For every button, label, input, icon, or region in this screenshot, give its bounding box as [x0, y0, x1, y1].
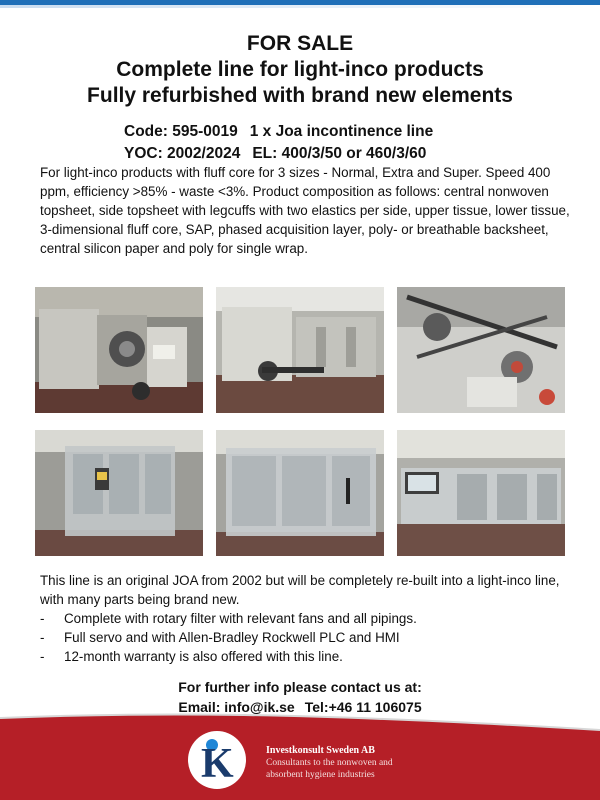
electrical-spec: EL: 400/3/50 or 460/3/60 [252, 145, 427, 162]
headline [0, 31, 600, 109]
contact-block [0, 677, 600, 717]
details-section [40, 571, 570, 666]
headline-for-sale: FOR SALE [246, 32, 354, 55]
bullet-marker: - [40, 630, 45, 645]
list-item: - Complete with rotary filter with relevant fans and all pipings. [40, 611, 417, 626]
code-block [124, 121, 433, 165]
contact-intro: For further info please contact us at: [178, 679, 422, 695]
machine-photo-1 [35, 287, 203, 413]
list-item: - Full servo and with Allen-Bradley Rockwell PLC and HMI [40, 630, 400, 645]
logo-letter: K [201, 741, 234, 787]
company-logo [188, 731, 246, 789]
bullet-marker: - [40, 611, 45, 626]
product-code: Code: 595-0019 [124, 123, 238, 140]
company-info [266, 744, 393, 781]
company-tagline-1: Consultants to the nonwoven and [266, 758, 393, 768]
intro-paragraph: For light-inco products with fluff core for 3 sizes - Normal, Extra and Super. Speed 400 ppm, efficiency >85% - waste <3%. Product composition as follows: central nonwoven topsheet, side topsheet with legcuffs with two elastics per side, upper tissue, lower tissue, 3-dimensional fluff core, SAP, phased acquisition layer, poly- or breathable backsheet, central silicon paper and poly for single wrap. [40, 165, 570, 256]
line-description: 1 x Joa incontinence line [249, 123, 434, 140]
machine-photo-2 [216, 287, 384, 413]
contact-email[interactable]: Email: info@ik.se [178, 699, 295, 715]
machine-photo-3 [397, 287, 565, 413]
bullet-marker: - [40, 649, 45, 664]
machine-photo-5 [216, 430, 384, 556]
contact-phone[interactable]: Tel:+46 11 106075 [304, 699, 422, 715]
headline-product: Complete line for light-inco products [116, 58, 484, 81]
details-paragraph: This line is an original JOA from 2002 but will be completely re-built into a light-inco line, with many parts being brand new. [40, 573, 560, 607]
headline-refurbished: Fully refurbished with brand new elements [87, 84, 513, 107]
machine-photo-6 [397, 430, 565, 556]
company-tagline-2: absorbent hygiene industries [266, 770, 375, 780]
list-item: - 12-month warranty is also offered with this line. [40, 649, 343, 664]
company-name: Investkonsult Sweden AB [266, 745, 375, 756]
year-of-construction: YOC: 2002/2024 [124, 145, 241, 162]
machine-photo-4 [35, 430, 203, 556]
top-accent-bar [0, 0, 600, 8]
feature-list [40, 609, 570, 666]
